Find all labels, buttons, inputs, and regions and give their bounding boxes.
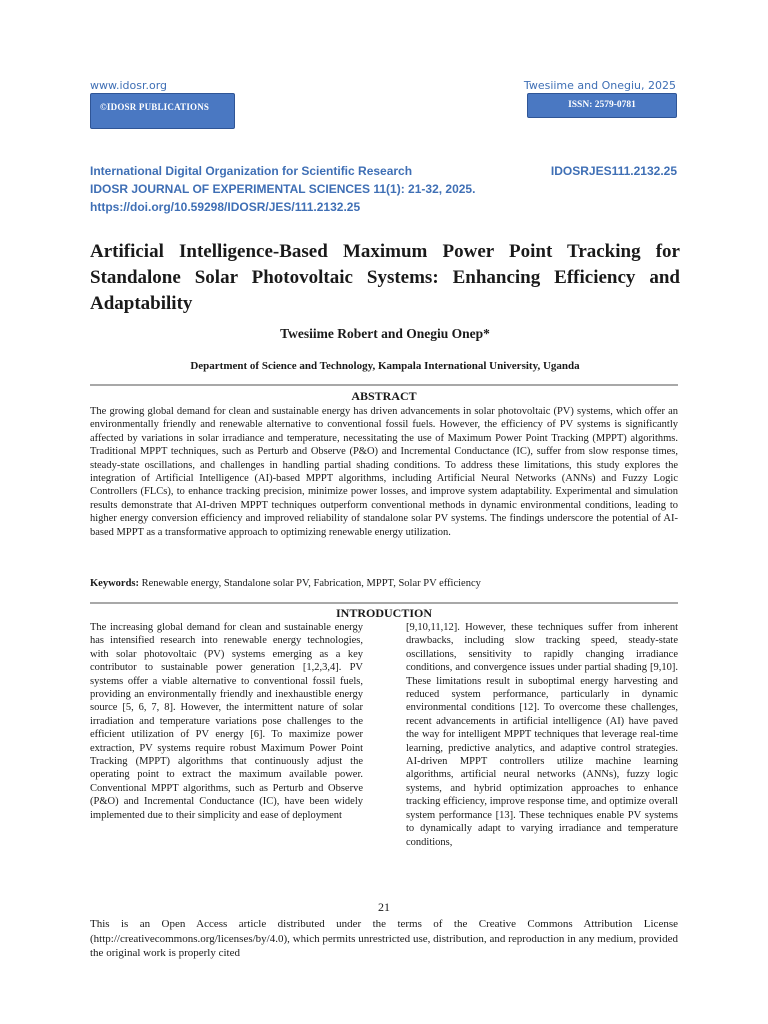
publisher-badge: ©IDOSR PUBLICATIONS [90,93,235,129]
keywords-label: Keywords: [90,578,139,589]
header-author-year: Twesiime and Onegiu, 2025 [523,79,676,92]
introduction-right-column: [9,10,11,12]. However, these techniques suffer from inherent drawbacks, including slow tracking speed, steady-state oscillations, sensitivity to rapidly changing irradiance conditions, and convergence issues under partial shading [9,10]. These limitations result in suboptimal energy harvesting and reduced system performance, particularly in dynamic environmental conditions [12]. To overcome these challenges, recent advancements in artificial intelligence (AI) have paved the way for intelligent MPPT techniques that leverage real-time learning, predictive analytics, and adaptive control strategies. AI-driven MPPT controllers utilize machine learning algorithms, artificial neural networks (ANNs), fuzzy logic systems, and hybrid optimization approaches to enhance tracking efficiency, improve response time, and optimize overall system performance [13]. These techniques enable PV systems to dynamically adapt to varying irradiance and temperature conditions, [406,622,678,848]
introduction-left-column: The increasing global demand for clean and sustainable energy has intensified research into renewable energy technologies, with solar photovoltaic (PV) systems emerging as a key contributor to sustainable power generation [1,2,3,4]. PV systems offer a viable alternative to conventional fossil fuels, providing an environmentally friendly and inexhaustible energy source [5, 6, 7, 8]. However, the intermittent nature of solar irradiation and temperature variations pose challenges to the efficient utilization of PV energy [6]. To maximize power extraction, PV systems require robust Maximum Power Point Tracking (MPPT) algorithms that continuously adjust the operating point to extract the maximum available power. Conventional MPPT algorithms, such as Perturb and Observe (P&O) and Incremental Conductance (IC), have been widely implemented due to their simplicity and ease of deployment [90,622,363,821]
abstract-heading: ABSTRACT [351,389,417,403]
doi-link[interactable]: https://doi.org/10.59298/IDOSR/JES/111.2132.25 [90,200,361,214]
introduction-top-rule [90,602,678,604]
site-url[interactable]: www.idosr.org [90,79,168,92]
license-notice: This is an Open Access article distributed under the terms of the Creative Commons Attribution License (http://creativecommons.org/licenses/by/4.0), which permits unrestricted use, distribution, and reproduction in any medium, provided the original work is properly cited [90,918,678,959]
journal-citation: IDOSR JOURNAL OF EXPERIMENTAL SCIENCES 11(1): 21-32, 2025. [90,182,476,196]
introduction-heading: INTRODUCTION [335,606,432,620]
organization-name: International Digital Organization for Scientific Research [90,164,413,178]
abstract-body: The growing global demand for clean and sustainable energy has driven advancements in solar photovoltaic (PV) systems, which offer an environmentally friendly and renewable alternative to conventional fossil fuels. However, the efficiency of PV systems is significantly affected by variations in solar irradiance and temperature, necessitating the use of Maximum Power Point Tracking (MPPT) algorithms. Traditional MPPT techniques, such as Perturb and Observe (P&O) and Incremental Conductance (IC), suffer from slow response times, steady-state oscillations, and challenges in handling partial shading conditions. To address these limitations, this study explores the integration of Artificial Intelligence (AI)-based MPPT algorithms, including Artificial Neural Networks (ANNs) and Fuzzy Logic Controllers (FLCs), to enhance tracking precision, minimize power losses, and improve system adaptability. Experimental and simulation results demonstrate that AI-driven MPPT techniques outperform conventional methods in dynamic environmental conditions, leading to higher energy conversion efficiency and improved reliability of standalone solar PV systems. The findings underscore the potential of AI-based MPPT as a transformative approach to optimizing renewable energy utilization. [90,406,678,538]
article-authors: Twesiime Robert and Onegiu Onep* [280,326,490,341]
abstract-top-rule [90,384,678,386]
article-title: Artificial Intelligence-Based Maximum Power Point Tracking for Standalone Solar Photovoltaic Systems: Enhancing Efficiency and Adaptability [90,241,680,314]
page-number: 21 [378,900,390,914]
issn-badge: ISSN: 2579-0781 [527,93,677,118]
keywords-list: Renewable energy, Standalone solar PV, Fabrication, MPPT, Solar PV efficiency [141,578,481,589]
article-code: IDOSRJES111.2132.25 [550,164,677,178]
keywords-line [90,578,678,589]
author-affiliation: Department of Science and Technology, Kampala International University, Uganda [190,360,580,372]
